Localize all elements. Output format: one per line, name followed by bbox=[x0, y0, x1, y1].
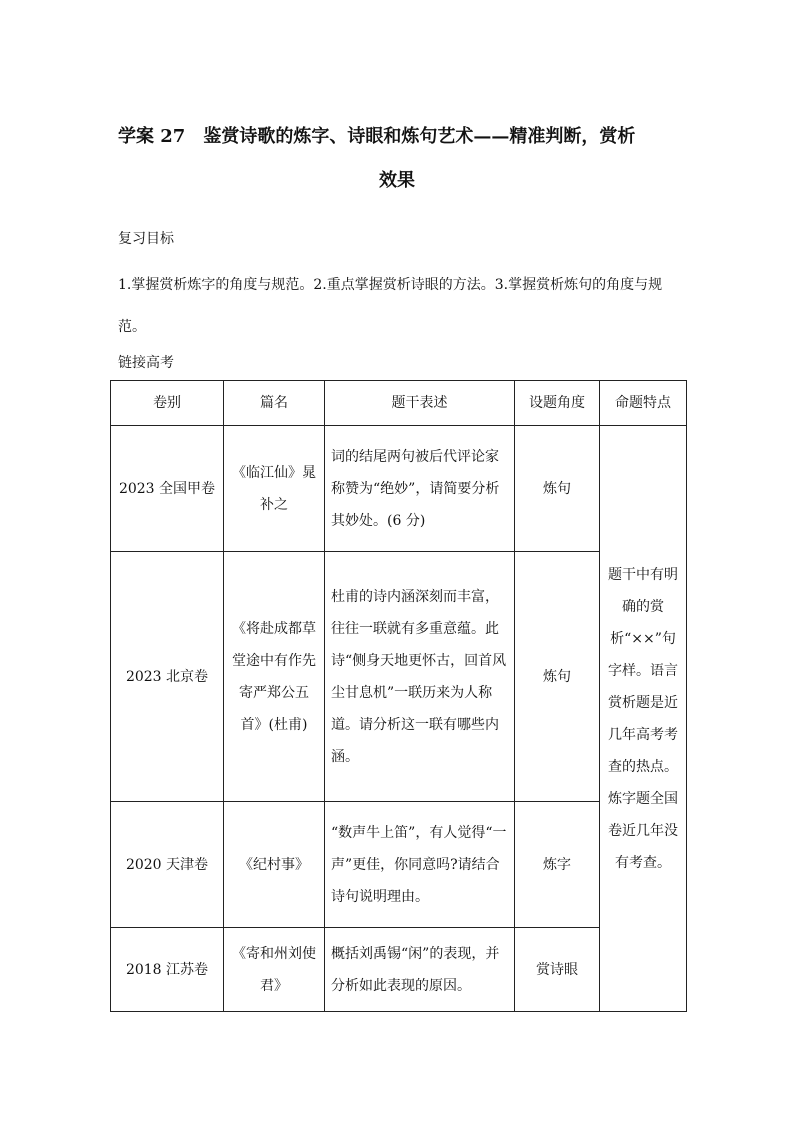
cell-stem: “数声牛上笛”，有人觉得“一声”更佳，你同意吗?请结合诗句说明理由。 bbox=[325, 802, 515, 928]
link-heading: 链接高考 bbox=[118, 355, 174, 371]
table-header-row bbox=[111, 381, 687, 426]
cell-paper: 2018 江苏卷 bbox=[111, 928, 224, 1012]
cell-stem: 概括刘禹锡“闲”的表现，并分析如此表现的原因。 bbox=[325, 928, 515, 1012]
cell-title: 《临江仙》晁补之 bbox=[224, 426, 325, 552]
cell-title: 《纪村事》 bbox=[224, 802, 325, 928]
table-row bbox=[111, 426, 687, 552]
cell-feature: 题干中有明确的赏析“××”句字样。语言赏析题是近几年高考考查的热点。炼字题全国卷近几年没有考查。 bbox=[600, 426, 687, 1012]
page-title-line1: 学案 27 鉴赏诗歌的炼字、诗眼和炼句艺术——精准判断，赏析 bbox=[118, 126, 636, 147]
page-title-line2: 效果 bbox=[379, 170, 415, 191]
header-stem: 题干表述 bbox=[325, 381, 515, 426]
header-angle: 设题角度 bbox=[515, 381, 600, 426]
header-paper: 卷别 bbox=[111, 381, 224, 426]
cell-angle: 炼字 bbox=[515, 802, 600, 928]
review-heading: 复习目标 bbox=[118, 231, 174, 247]
cell-paper: 2023 北京卷 bbox=[111, 552, 224, 802]
cell-angle: 炼句 bbox=[515, 552, 600, 802]
cell-angle: 炼句 bbox=[515, 426, 600, 552]
cell-paper: 2020 天津卷 bbox=[111, 802, 224, 928]
exam-table bbox=[110, 380, 687, 1012]
cell-stem: 杜甫的诗内涵深刻而丰富，往往一联就有多重意蕴。此诗“侧身天地更怀古，回首风尘甘息机”一联历来为人称道。请分析这一联有哪些内涵。 bbox=[325, 552, 515, 802]
cell-title: 《将赴成都草堂途中有作先寄严郑公五首》(杜甫) bbox=[224, 552, 325, 802]
cell-title: 《寄和州刘使君》 bbox=[224, 928, 325, 1012]
cell-paper: 2023 全国甲卷 bbox=[111, 426, 224, 552]
header-feature: 命题特点 bbox=[600, 381, 687, 426]
review-objectives: 1.掌握赏析炼字的角度与规范。2.重点掌握赏析诗眼的方法。3.掌握赏析炼句的角度与规范。 bbox=[118, 277, 663, 335]
header-title: 篇名 bbox=[224, 381, 325, 426]
cell-angle: 赏诗眼 bbox=[515, 928, 600, 1012]
cell-stem: 词的结尾两句被后代评论家称赞为“绝妙”，请简要分析其妙处。(6 分) bbox=[325, 426, 515, 552]
